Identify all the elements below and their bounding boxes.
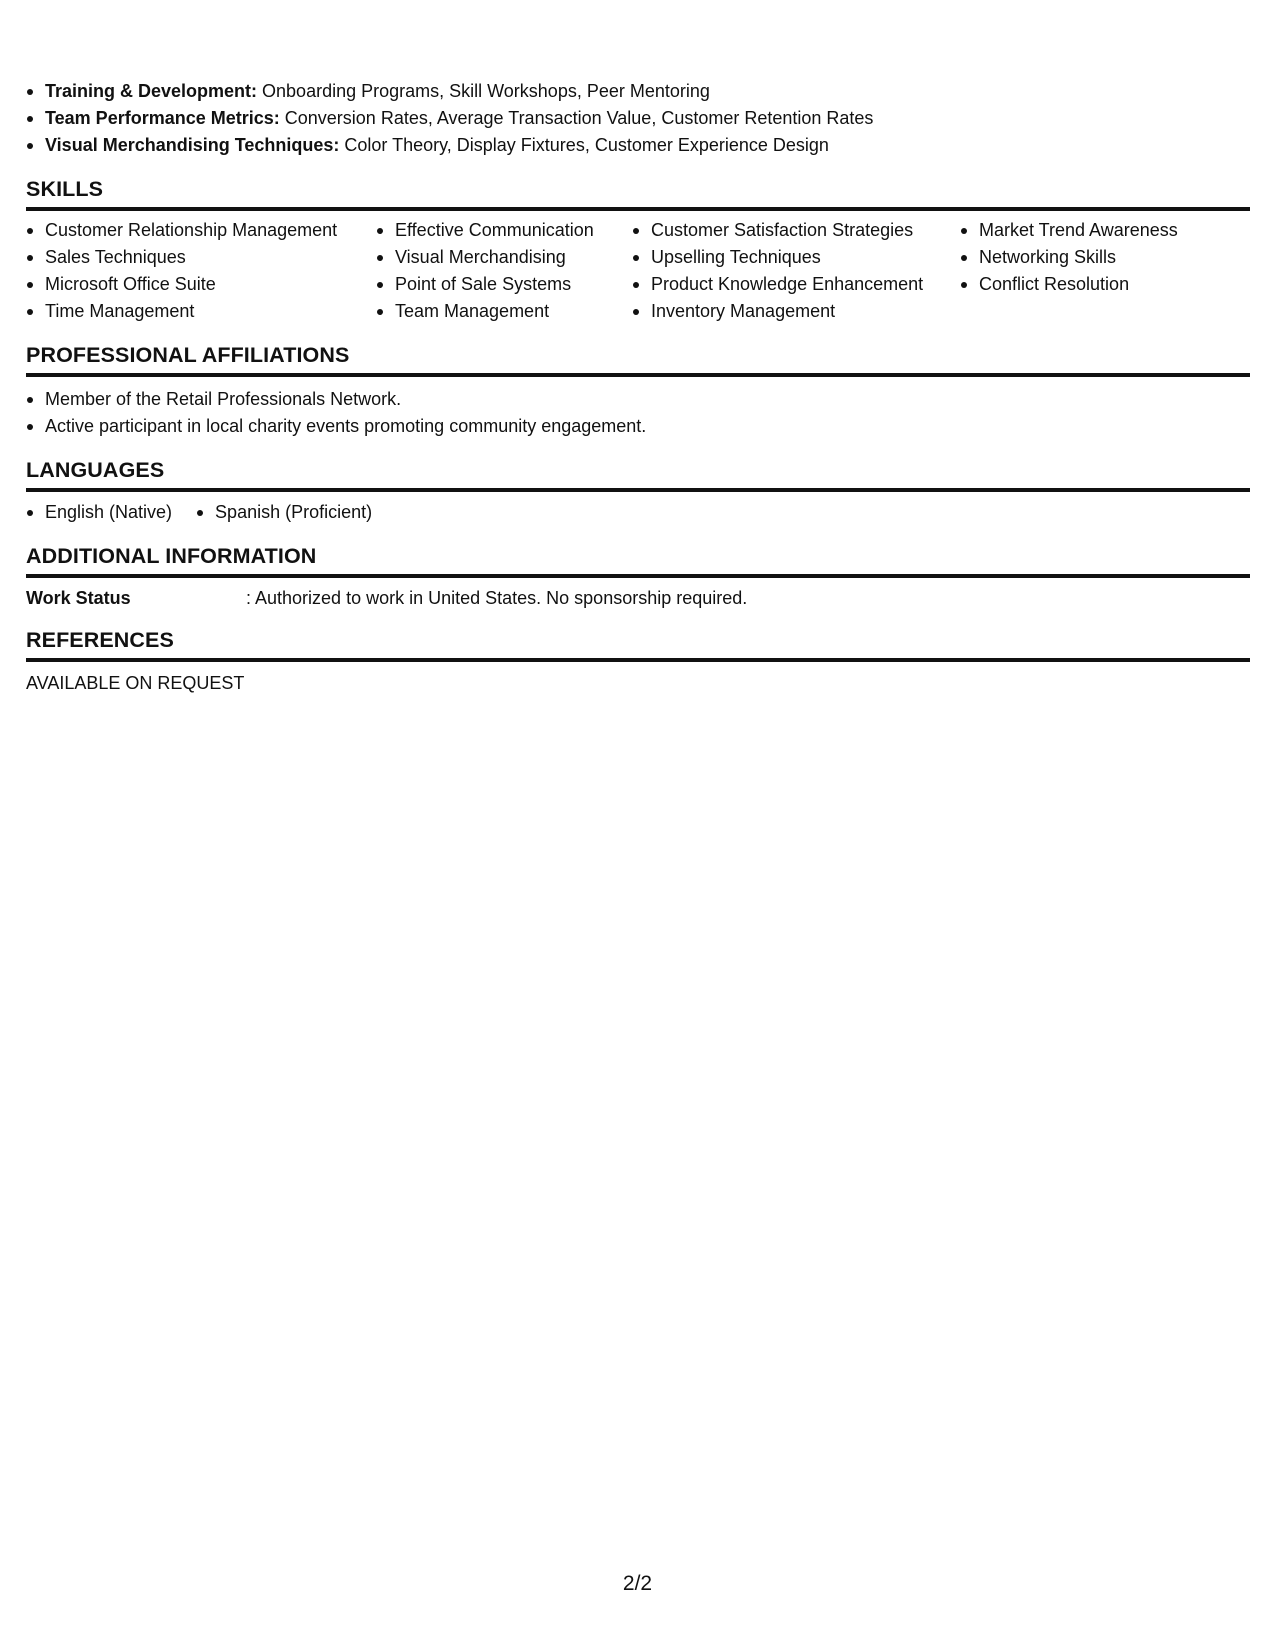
skill-item: Product Knowledge Enhancement xyxy=(632,271,960,298)
skill-item: Conflict Resolution xyxy=(960,271,1250,298)
skills-column xyxy=(376,217,632,325)
expertise-text: Onboarding Programs, Skill Workshops, Peer Mentoring xyxy=(257,81,710,101)
references-section xyxy=(26,628,1250,697)
language-item: Spanish (Proficient) xyxy=(196,499,372,526)
skill-item: Networking Skills xyxy=(960,244,1250,271)
expertise-text: Conversion Rates, Average Transaction Value, Customer Retention Rates xyxy=(279,108,874,128)
skill-item: Sales Techniques xyxy=(26,244,376,271)
expertise-label: Training & Development: xyxy=(45,81,258,101)
skills-column xyxy=(632,217,960,325)
skill-item: Time Management xyxy=(26,298,376,325)
page-number: 2/2 xyxy=(622,1572,653,1595)
section-title-additional: ADDITIONAL INFORMATION xyxy=(26,544,1250,578)
languages-list xyxy=(26,499,1250,526)
languages-section xyxy=(26,458,1250,526)
list-item: Member of the Retail Professionals Network. xyxy=(26,386,1250,413)
section-title-languages: LANGUAGES xyxy=(26,458,1250,492)
section-title-affiliations: PROFESSIONAL AFFILIATIONS xyxy=(26,343,1250,377)
list-item xyxy=(26,105,1250,132)
language-item: English (Native) xyxy=(26,499,172,526)
skill-item: Customer Relationship Management xyxy=(26,217,376,244)
skill-item: Microsoft Office Suite xyxy=(26,271,376,298)
skill-item: Customer Satisfaction Strategies xyxy=(632,217,960,244)
expertise-list xyxy=(26,78,1250,159)
additional-info-section xyxy=(26,544,1250,612)
section-title-skills: SKILLS xyxy=(26,177,1250,211)
skills-section xyxy=(26,177,1250,325)
skill-item: Visual Merchandising xyxy=(376,244,632,271)
resume-page-2 xyxy=(26,78,1250,697)
expertise-text: Color Theory, Display Fixtures, Customer Experience Design xyxy=(339,135,829,155)
skills-column xyxy=(26,217,376,325)
work-status-value: : Authorized to work in United States. No sponsorship required. xyxy=(246,588,748,608)
references-text: AVAILABLE ON REQUEST xyxy=(26,673,245,693)
work-status-row xyxy=(26,585,1250,612)
expertise-label: Visual Merchandising Techniques: xyxy=(45,135,340,155)
skills-grid xyxy=(26,217,1250,325)
affiliations-list xyxy=(26,386,1250,440)
list-item xyxy=(26,132,1250,159)
affiliations-section xyxy=(26,343,1250,440)
section-title-references: REFERENCES xyxy=(26,628,1250,662)
list-item: Active participant in local charity events promoting community engagement. xyxy=(26,413,1250,440)
skills-column xyxy=(960,217,1250,325)
skill-item: Inventory Management xyxy=(632,298,960,325)
work-status-label: Work Status xyxy=(26,588,131,608)
skill-item: Point of Sale Systems xyxy=(376,271,632,298)
skill-item: Team Management xyxy=(376,298,632,325)
skill-item: Market Trend Awareness xyxy=(960,217,1250,244)
skill-item: Upselling Techniques xyxy=(632,244,960,271)
skill-item: Effective Communication xyxy=(376,217,632,244)
list-item xyxy=(26,78,1250,105)
expertise-label: Team Performance Metrics: xyxy=(45,108,280,128)
